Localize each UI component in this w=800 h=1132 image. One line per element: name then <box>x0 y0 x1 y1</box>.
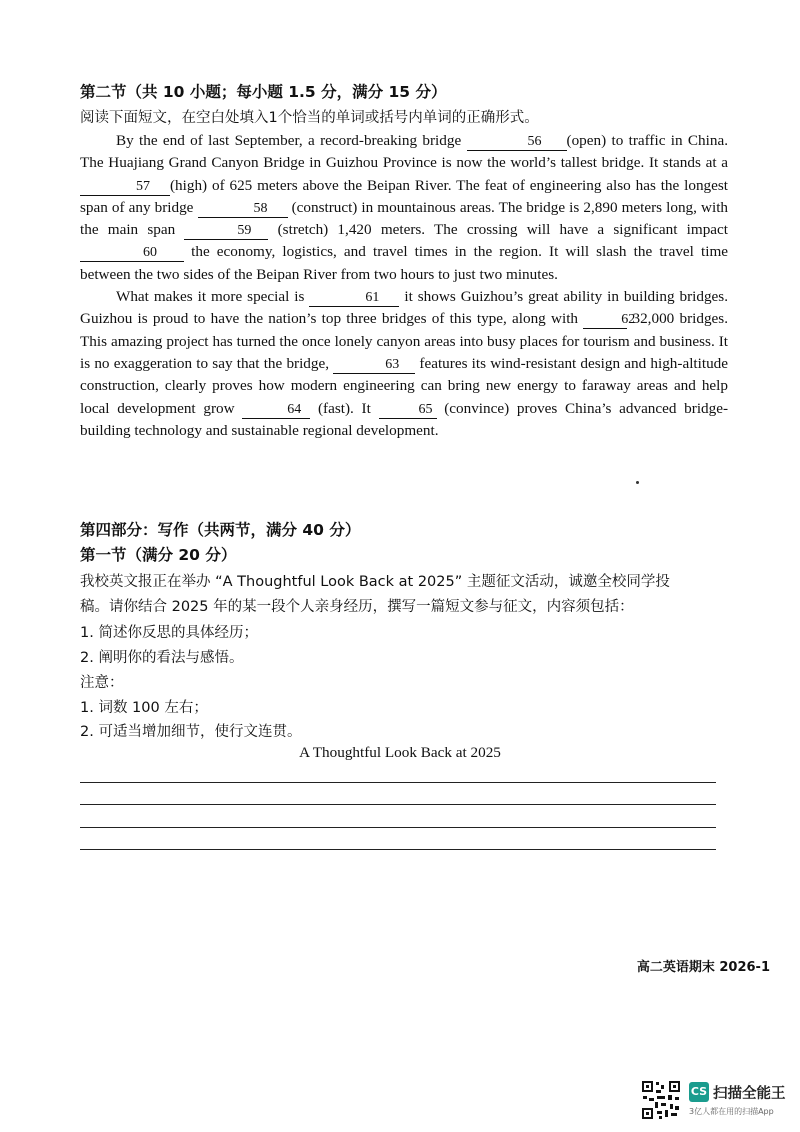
blank-57[interactable]: 57 <box>80 178 170 196</box>
blank-56[interactable]: 56 <box>467 133 567 151</box>
passage-text: (high) of 625 meters above the Beipan River. The feat of engineering also has the longest span of any bridge <box>80 176 728 216</box>
camscanner-name: 扫描全能王 <box>713 1086 786 1102</box>
writing-section-title: 第一节（满分 20 分） <box>80 546 237 564</box>
cloze-passage <box>80 130 728 442</box>
note-label: 注意： <box>80 675 124 691</box>
passage-text: 32,000 bridges. This amazing project has turned the once lonely canyon areas into busy places for tourism and business. It is no exaggeration to say that the bridge, <box>80 310 728 372</box>
blank-63[interactable]: 63 <box>333 356 415 374</box>
passage-paragraph-2 <box>80 286 728 442</box>
passage-text: it shows Guizhou’s great ability in building bridges. Guizhou is proud to have the nation’s top three bridges of this type, along with <box>80 288 729 328</box>
writing-prompt-line-1: 我校英文报正在举办 “A Thoughtful Look Back at 2025” 主题征文活动，诚邀全校同学投 <box>80 574 670 590</box>
passage-paragraph-1 <box>80 130 728 286</box>
requirement-2: 2. 阐明你的看法与感悟。 <box>80 650 244 666</box>
writing-line[interactable] <box>80 782 716 783</box>
requirement-1: 1. 简述你反思的具体经历； <box>80 625 258 641</box>
passage-text: (open) to traffic in China. The Huajiang Grand Canyon Bridge in Guizhou Province is now the world’s tallest bridge. It stands at a <box>80 132 728 172</box>
passage-text: features its wind-resistant design and high-altitude construction, clearly proves how modern engineering can bring new energy to faraway areas and help local development grow <box>80 354 728 417</box>
writing-prompt-line-2: 稿。请你结合 2025 年的某一段个人亲身经历，撰写一篇短文参与征文，内容须包括： <box>80 599 634 615</box>
blank-60[interactable]: 60 <box>80 244 184 262</box>
blank-61[interactable]: 61 <box>309 289 399 307</box>
section-instruction: 阅读下面短文，在空白处填入1个恰当的单词或括号内单词的正确形式。 <box>80 110 539 126</box>
passage-text: (fast). It <box>317 399 371 417</box>
passage-text: the economy, logistics, and travel times in the region. It will slash the travel time between the two sides of the Beipan River from two hours to just two minutes. <box>80 243 728 283</box>
part4-title: 第四部分：写作（共两节，满分 40 分） <box>80 521 361 539</box>
blank-58[interactable]: 58 <box>198 200 288 218</box>
camscanner-logo: CS <box>689 1082 709 1102</box>
passage-text: By the end of last September, a record-breaking bridge <box>116 132 462 149</box>
page-footer: 高二英语期末 2026-1 <box>636 960 770 975</box>
qr-code-icon <box>641 1080 681 1120</box>
blank-59[interactable]: 59 <box>184 222 268 240</box>
passage-text: What makes it more special is <box>116 288 305 306</box>
camscanner-tagline: 3亿人都在用的扫描App <box>689 1107 774 1116</box>
note-1: 1. 词数 100 左右； <box>80 700 208 716</box>
blank-64[interactable]: 64 <box>242 401 310 419</box>
note-2: 2. 可适当增加细节，使行文连贯。 <box>80 724 302 740</box>
passage-text: (construct) in mountainous areas. The bridge is 2,890 meters long, with the main span <box>80 198 729 239</box>
writing-line[interactable] <box>80 849 716 850</box>
section-title: 第二节（共 10 小题；每小题 1.5 分，满分 15 分） <box>80 83 447 101</box>
blank-62[interactable]: 62 <box>583 311 627 329</box>
writing-line[interactable] <box>80 827 716 828</box>
writing-line[interactable] <box>80 804 716 805</box>
essay-title: A Thoughtful Look Back at 2025 <box>299 744 501 761</box>
passage-text: (convince) proves China’s advanced bridge-building technology and sustainable regional development. <box>80 399 729 439</box>
passage-text: (stretch) 1,420 meters. The crossing will have a significant impact <box>277 221 729 239</box>
blank-65[interactable]: 65 <box>379 401 437 419</box>
scan-speck <box>636 481 639 484</box>
